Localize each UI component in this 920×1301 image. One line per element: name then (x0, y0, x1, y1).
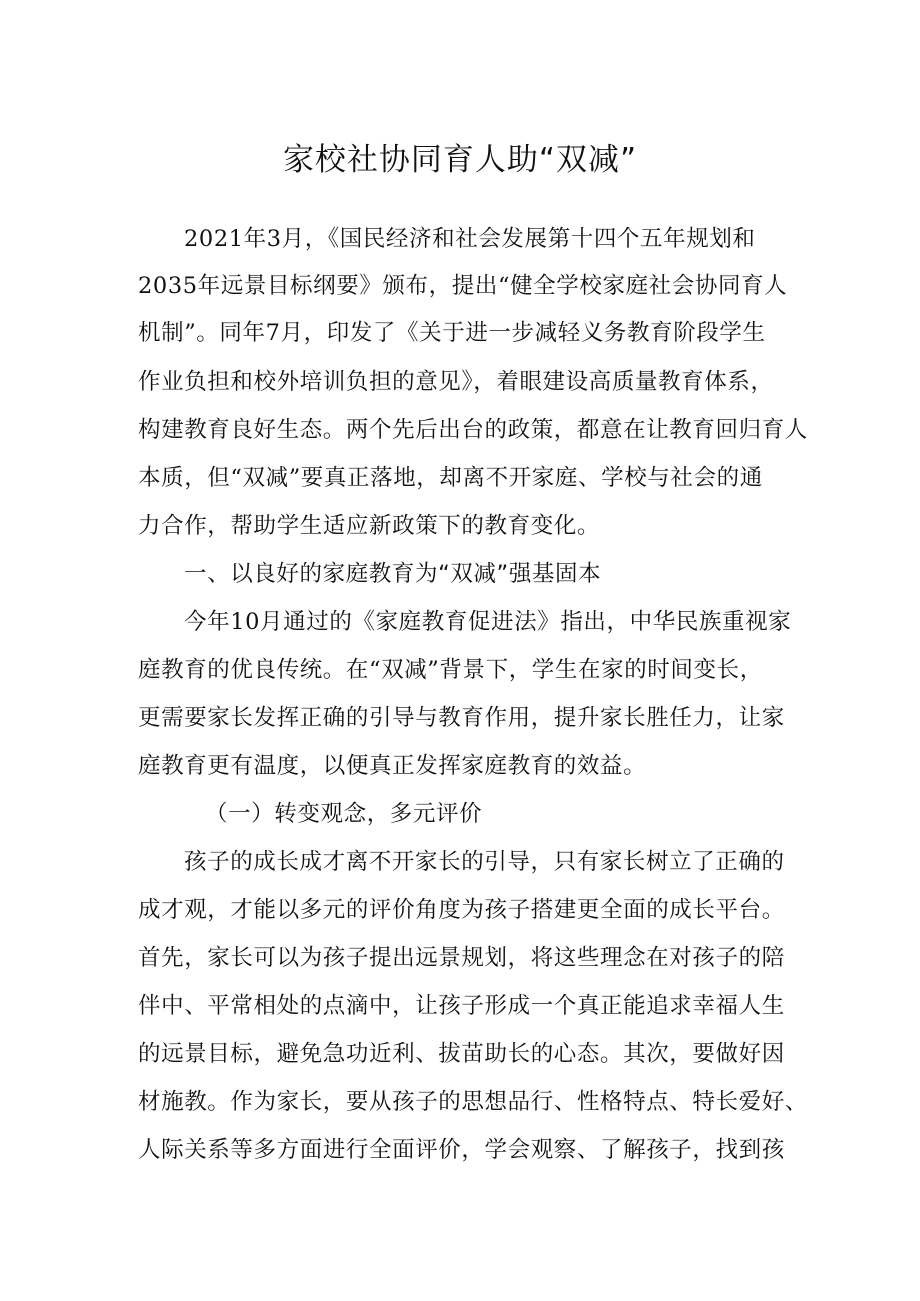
paragraph-line: 构建教育良好生态。两个先后出台的政策，都意在让教育回归育人 (138, 417, 808, 443)
paragraph-line: 人际关系等多方面进行全面评价，学会观察、了解孩子，找到孩 (138, 1137, 785, 1163)
paragraph-line: 的远景目标，避免急功近利、拔苗助长的心态。其次，要做好因 (138, 1041, 785, 1067)
paragraph-line: 本质，但“双减”要真正落地，却离不开家庭、学校与社会的通 (138, 465, 763, 491)
paragraph-line: 孩子的成长成才离不开家长的引导，只有家长树立了正确的 (184, 849, 785, 875)
paragraph-line: 庭教育更有温度，以便真正发挥家庭教育的效益。 (138, 753, 647, 779)
paragraph-line: 今年10月通过的《家庭教育促进法》指出，中华民族重视家 (184, 609, 792, 635)
paragraph-line: 机制”。同年7月，印发了《关于进一步减轻义务教育阶段学生 (138, 320, 766, 346)
paragraph-line: 伴中、平常相处的点滴中，让孩子形成一个真正能追求幸福人生 (138, 993, 785, 1019)
paragraph-line: 材施教。作为家长，要从孩子的思想品行、性格特点、特长爱好、 (138, 1089, 808, 1115)
paragraph-line: 更需要家长发挥正确的引导与教育作用，提升家长胜任力，让家 (138, 705, 785, 731)
subsection-heading: （一）转变观念，多元评价 (205, 801, 483, 827)
paragraph-line: 力合作，帮助学生适应新政策下的教育变化。 (138, 513, 601, 539)
page-title: 家校社协同育人助“双减” (282, 142, 638, 178)
section-heading: 一、以良好的家庭教育为“双减”强基固本 (184, 561, 602, 587)
paragraph-line: 成才观，才能以多元的评价角度为孩子搭建更全面的成长平台。 (138, 897, 785, 923)
paragraph-line: 2021年3月，《国民经济和社会发展第十四个五年规划和 (184, 226, 756, 252)
paragraph-line: 首先，家长可以为孩子提出远景规划，将这些理念在对孩子的陪 (138, 945, 785, 971)
paragraph-line: 作业负担和校外培训负担的意见》，着眼建设高质量教育体系， (138, 369, 774, 395)
paragraph-line: 庭教育的优良传统。在“双减”背景下，学生在家的时间变长， (138, 657, 763, 683)
paragraph-line: 2035年远景目标纲要》颁布，提出“健全学校家庭社会协同育人 (138, 273, 788, 299)
